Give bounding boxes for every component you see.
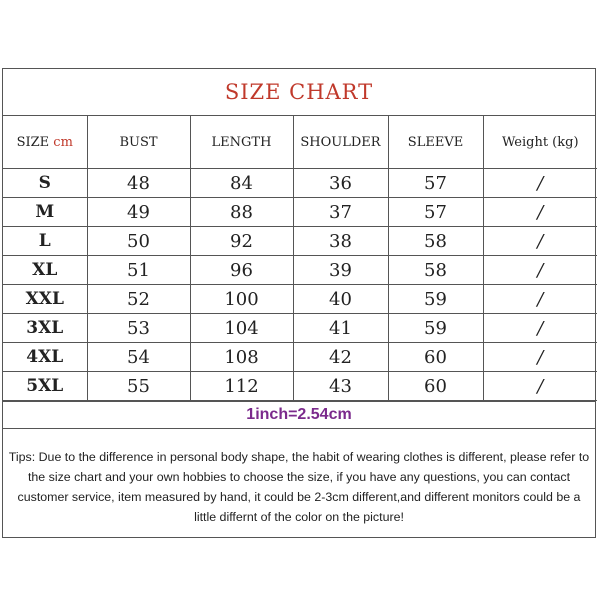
shoulder-cell: 40 [293,285,388,314]
header-bust: BUST [87,116,190,169]
conversion-row [3,401,595,429]
tips-text: Tips: Due to the difference in personal body shape, the habit of wearing clothes is different, please refer to the size chart and your own hobbies to choose the size, if you have any questions, you can contact customer service, item measured by hand, it could be 2-3cm different,and different monitors could be a little differnt of the color on the picture! [8,450,590,524]
size-cell: L [3,227,87,256]
sleeve-cell: 58 [388,227,483,256]
table-row [3,343,597,372]
sleeve-cell: 58 [388,256,483,285]
sleeve-cell: 60 [388,372,483,401]
header-size-unit: cm [53,134,73,150]
table-row [3,372,597,401]
bust-cell: 49 [87,198,190,227]
header-shoulder: SHOULDER [293,116,388,169]
inch-conversion: 1inch=2.54cm [246,406,352,423]
header-weight: Weight (kg) [483,116,597,169]
size-table [3,116,597,401]
length-cell: 112 [190,372,293,401]
shoulder-cell: 39 [293,256,388,285]
length-cell: 108 [190,343,293,372]
weight-cell: / [483,314,597,343]
table-row [3,285,597,314]
sleeve-cell: 59 [388,314,483,343]
table-row [3,198,597,227]
table-row [3,227,597,256]
length-cell: 88 [190,198,293,227]
length-cell: 100 [190,285,293,314]
weight-cell: / [483,343,597,372]
shoulder-cell: 42 [293,343,388,372]
weight-cell: / [483,256,597,285]
table-row [3,256,597,285]
sleeve-cell: 60 [388,343,483,372]
header-size [3,116,87,169]
shoulder-cell: 41 [293,314,388,343]
bust-cell: 52 [87,285,190,314]
sleeve-cell: 59 [388,285,483,314]
length-cell: 96 [190,256,293,285]
size-cell: XL [3,256,87,285]
bust-cell: 50 [87,227,190,256]
size-cell: 5XL [3,372,87,401]
header-length: LENGTH [190,116,293,169]
sleeve-cell: 57 [388,198,483,227]
weight-cell: / [483,198,597,227]
shoulder-cell: 43 [293,372,388,401]
length-cell: 104 [190,314,293,343]
weight-cell: / [483,169,597,198]
bust-cell: 55 [87,372,190,401]
shoulder-cell: 36 [293,169,388,198]
table-row [3,314,597,343]
size-chart [2,68,596,538]
weight-cell: / [483,227,597,256]
header-size-label: SIZE [16,134,50,150]
length-cell: 92 [190,227,293,256]
header-row [3,116,597,169]
header-sleeve: SLEEVE [388,116,483,169]
size-cell: 3XL [3,314,87,343]
table-row [3,169,597,198]
shoulder-cell: 38 [293,227,388,256]
length-cell: 84 [190,169,293,198]
size-cell: 4XL [3,343,87,372]
sleeve-cell: 57 [388,169,483,198]
size-cell: M [3,198,87,227]
bust-cell: 53 [87,314,190,343]
size-cell: S [3,169,87,198]
weight-cell: / [483,285,597,314]
bust-cell: 51 [87,256,190,285]
shoulder-cell: 37 [293,198,388,227]
bust-cell: 54 [87,343,190,372]
size-cell: XXL [3,285,87,314]
weight-cell: / [483,372,597,401]
title-row [3,69,595,116]
chart-title: SIZE CHART [224,80,374,104]
bust-cell: 48 [87,169,190,198]
